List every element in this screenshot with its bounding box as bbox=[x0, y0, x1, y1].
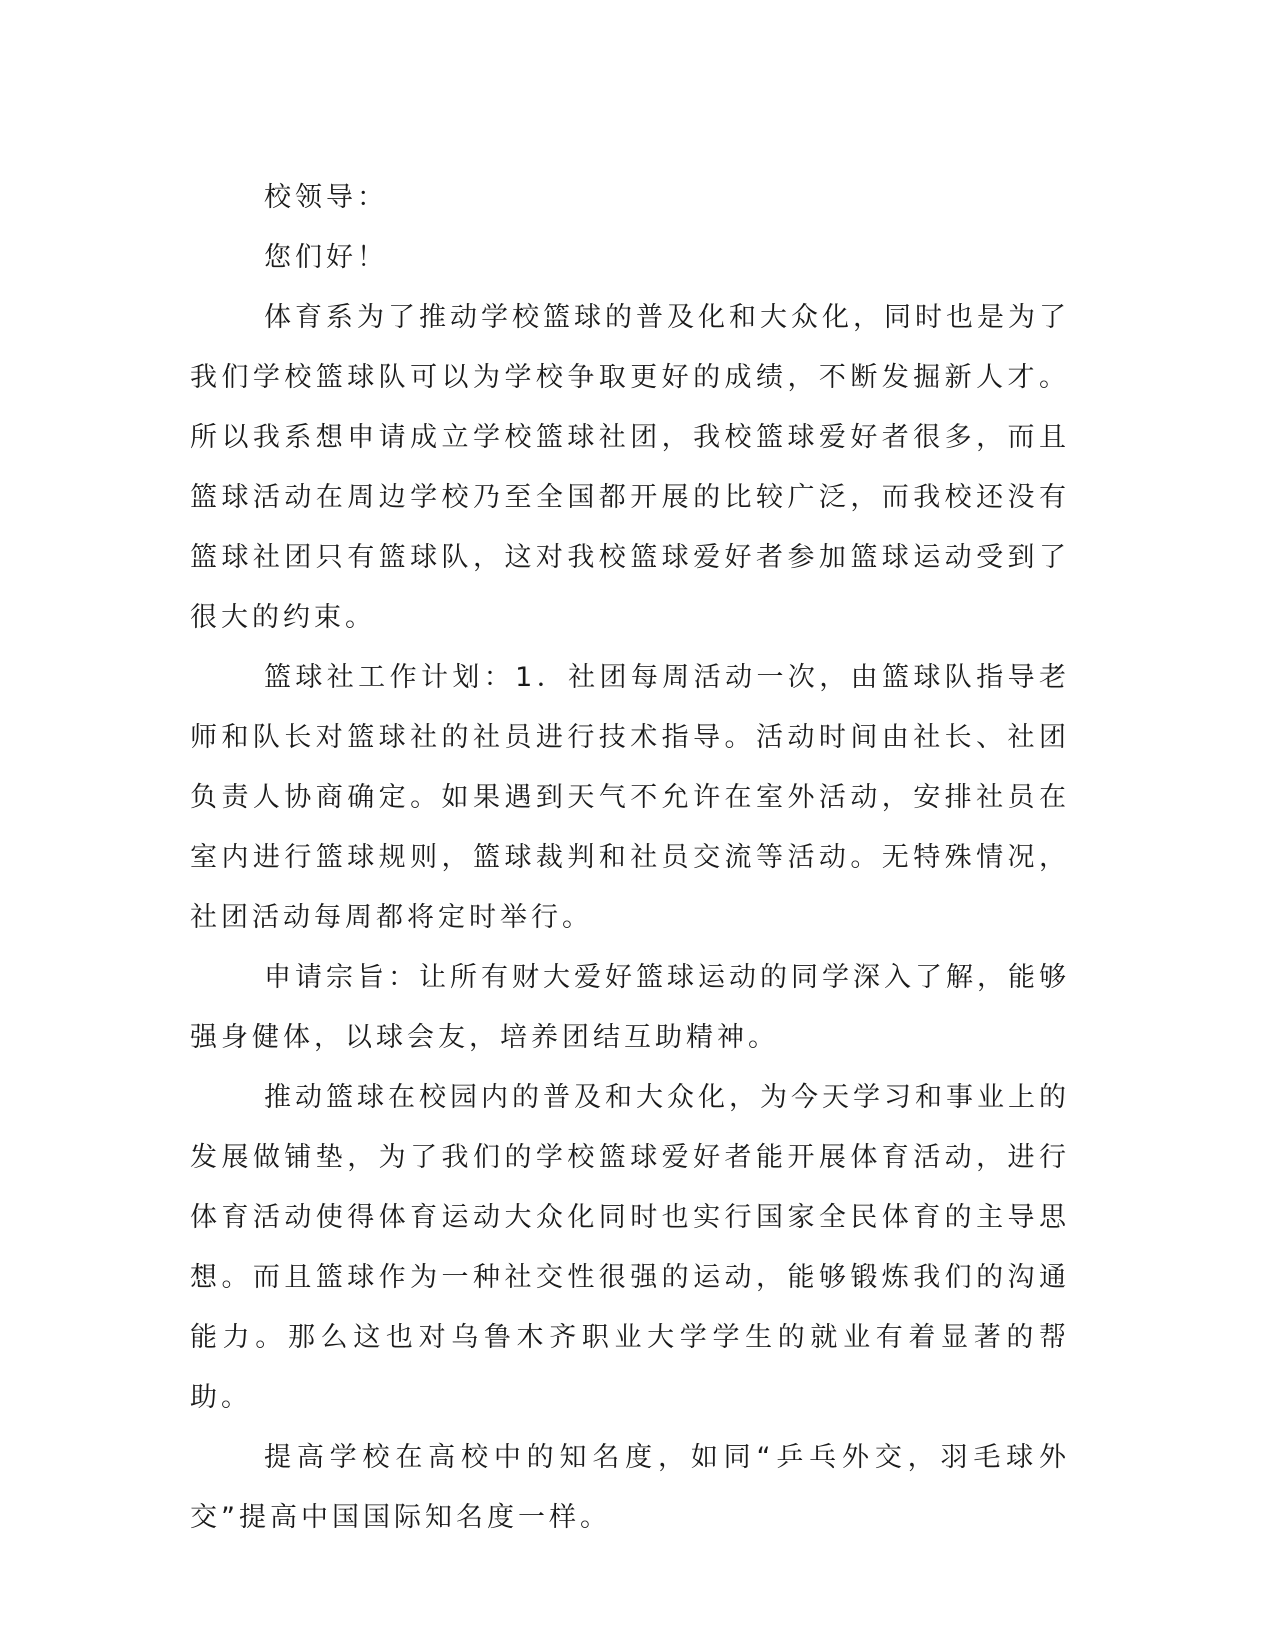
paragraph-aim: 申请宗旨：让所有财大爱好篮球运动的同学深入了解，能够强身健体，以球会友，培养团结互助精神。 bbox=[190, 962, 1070, 1053]
paragraph-work-plan: 篮球社工作计划：1．社团每周活动一次，由篮球队指导老师和队长对篮球社的社员进行技术指导。活动时间由社长、社团负责人协商确定。如果遇到天气不允许在室外活动，安排社员在室内进行篮球规则，篮球裁判和社员交流等活动。无特殊情况，社团活动每周都将定时举行。 bbox=[190, 662, 1070, 933]
paragraph-purpose: 体育系为了推动学校篮球的普及化和大众化，同时也是为了我们学校篮球队可以为学校争取更好的成绩，不断发掘新人才。所以我系想申请成立学校篮球社团，我校篮球爱好者很多，而且篮球活动在周边学校乃至全国都开展的比较广泛，而我校还没有篮球社团只有篮球队，这对我校篮球爱好者参加篮球运动受到了很大的约束。 bbox=[190, 302, 1070, 633]
paragraph-reputation: 提高学校在高校中的知名度，如同“乒乓外交，羽毛球外交”提高中国国际知名度一样。 bbox=[190, 1442, 1070, 1533]
paragraph-popularize: 推动篮球在校园内的普及和大众化，为今天学习和事业上的发展做铺垫，为了我们的学校篮球爱好者能开展体育活动，进行体育活动使得体育运动大众化同时也实行国家全民体育的主导思想。而且篮球作为一种社交性很强的运动，能够锻炼我们的沟通能力。那么这也对乌鲁木齐职业大学学生的就业有着显著的帮助。 bbox=[190, 1082, 1070, 1413]
greeting: 您们好！ bbox=[264, 242, 388, 273]
salutation: 校领导： bbox=[264, 182, 388, 213]
letter-body bbox=[190, 168, 1070, 1548]
